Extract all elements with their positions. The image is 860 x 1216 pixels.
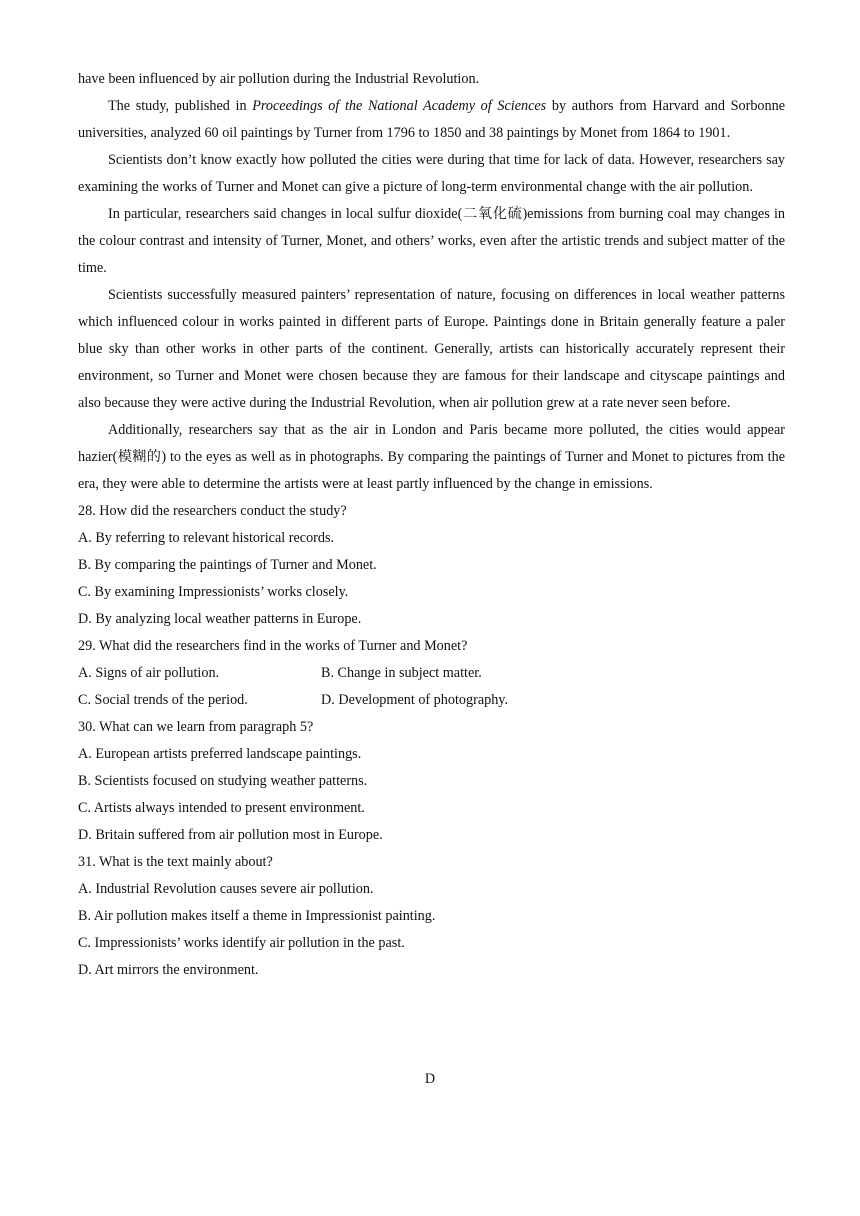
option-b: B. Change in subject matter. — [321, 665, 482, 681]
option-c: C. Social trends of the period. — [78, 692, 248, 708]
question-28 — [78, 498, 785, 633]
passage-paragraph-3: In particular, researchers said changes in local sulfur dioxide(二氧化硫)emissions from burning coal may changes in the colour contrast and intensity of Turner, Monet, and others’ works, even after the artistic trends and subject matter of the time. — [78, 206, 785, 276]
question-stem: 28. How did the researchers conduct the study? — [78, 503, 347, 519]
document-page — [78, 66, 785, 984]
passage-paragraph-1 — [78, 93, 785, 147]
option-b: B. Air pollution makes itself a theme in Impressionist painting. — [78, 908, 436, 924]
option-row — [78, 687, 785, 714]
option-a: A. Industrial Revolution causes severe air pollution. — [78, 881, 374, 897]
option-c: C. Artists always intended to present environment. — [78, 800, 365, 816]
passage-paragraph-2: Scientists don’t know exactly how polluted the cities were during that time for lack of data. However, researchers say examining the works of Turner and Monet can give a picture of long-term environmental change with the air pollution. — [78, 152, 785, 195]
option-row — [78, 660, 785, 687]
question-stem: 29. What did the researchers find in the works of Turner and Monet? — [78, 638, 468, 654]
option-d: D. By analyzing local weather patterns in Europe. — [78, 611, 362, 627]
option-d: D. Britain suffered from air pollution most in Europe. — [78, 827, 383, 843]
option-a: A. By referring to relevant historical records. — [78, 530, 335, 546]
option-a: A. European artists preferred landscape paintings. — [78, 746, 362, 762]
option-c: C. Impressionists’ works identify air pollution in the past. — [78, 935, 405, 951]
paragraph-1-lead: The study, published in — [108, 98, 253, 114]
option-d: D. Development of photography. — [321, 692, 509, 708]
question-stem: 31. What is the text mainly about? — [78, 854, 273, 870]
question-31 — [78, 849, 785, 984]
option-a: A. Signs of air pollution. — [78, 665, 220, 681]
passage-paragraph-4: Scientists successfully measured painters’ representation of nature, focusing on differences in local weather patterns which influenced colour in works painted in different parts of Europe. Paintings done in Britain generally feature a paler blue sky than other works in other parts of the continent. Generally, artists can historically accurately represent their environment, so Turner and Monet were chosen because they are famous for their landscape and cityscape paintings and also because they were active during the Industrial Revolution, when air pollution grew at a rate never seen before. — [78, 287, 785, 411]
paragraph-1-rest: by authors from Harvard and Sorbonne universities, analyzed 60 oil paintings by Turner from 1796 to 1850 and 38 paintings by Monet from 1864 to 1901. — [78, 98, 785, 141]
option-c: C. By examining Impressionists’ works closely. — [78, 584, 349, 600]
option-b: B. Scientists focused on studying weather patterns. — [78, 773, 368, 789]
next-section-heading: D — [424, 1071, 436, 1087]
question-29 — [78, 633, 785, 714]
option-b: B. By comparing the paintings of Turner and Monet. — [78, 557, 377, 573]
passage-paragraph-0: have been influenced by air pollution during the Industrial Revolution. — [78, 71, 480, 87]
question-stem: 30. What can we learn from paragraph 5? — [78, 719, 314, 735]
passage-paragraph-5: Additionally, researchers say that as the air in London and Paris became more polluted, the cities would appear hazier(模糊的) to the eyes as well as in photographs. By comparing the paintings of Turner and Monet to pictures from the era, they were able to determine the artists were at least partly influenced by the change in emissions. — [78, 422, 785, 492]
option-d: D. Art mirrors the environment. — [78, 962, 259, 978]
question-30 — [78, 714, 785, 849]
journal-title: Proceedings of the National Academy of Sciences — [252, 98, 547, 114]
